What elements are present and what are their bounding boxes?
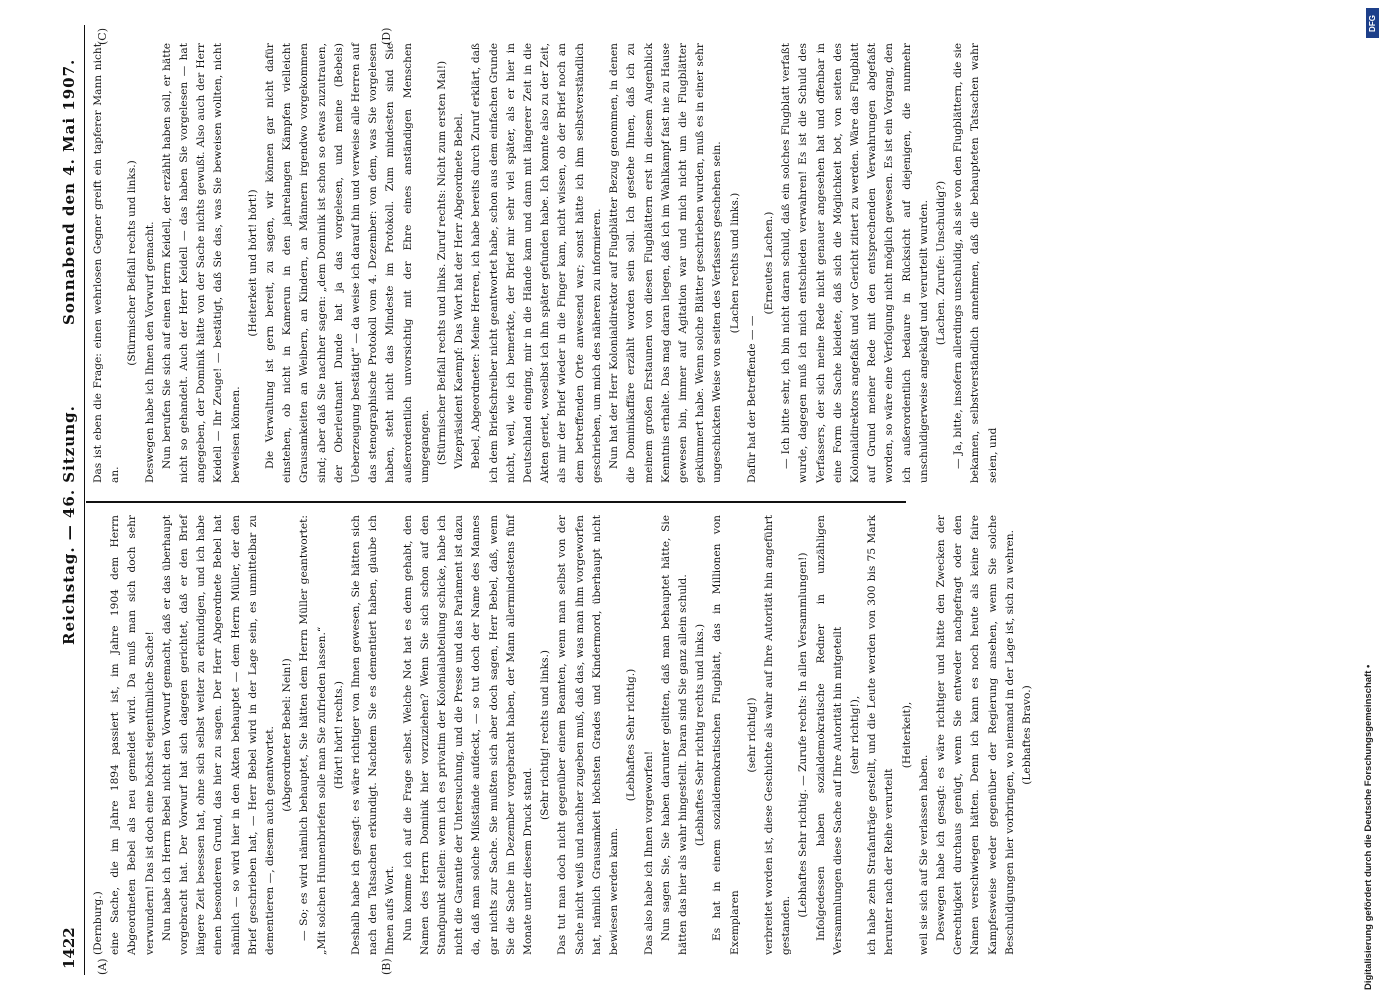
paragraph: Nun habe ich Herrn Bebel nicht den Vorwurf gemacht, daß er das überhaupt vorgebracht hat. Der Vorwurf hat sich dagegen gerichtet, daß er den Brief längere Zeit besessen hat, ohne sich selbst weiter zu erkundigen, und ich habe einen besonderen Grund, das hier zu sagen. Der Herr Abgeordnete Bebel hat nämlich — so wird hier in den Akten behauptet — dem Herrn Müller, der den Brief geschrieben hat, — Herr Bebel wird in der Lage sein, es unmittelbar zu dementieren —, diesem auch geantwortet.	[160, 515, 277, 955]
paragraph: Die Verwaltung ist gern bereit, zu sagen, wir können gar nicht dafür einstehen, ob nicht in Kamerun in den jahrelangen Kämpfen vielleicht Grausamkeiten an Weibern, an Kindern, an Männern irgendwo vorgekommen sind; aber daß Sie nachher sagen: „dem Dominik ist schon so etwas zuzutrauen, der Oberleutnant Dunde hat ja das vorgelesen, und meine (Bebels) Ueberzeugung bestätigt“ — da weise ich darauf hin und verweise alle Herren auf das stenographische Protokoll vom 4. Dezember: von dem, was Sie vorgelesen haben, steht nicht das Mindeste im Protokoll. Zum mindesten sind Sie außerordentlich unvorsichtig mit der Ehre eines anständigen Menschen umgegangen.	[264, 43, 431, 483]
margin-mark-c: (C)	[96, 28, 109, 45]
paragraph: Infolgedessen haben sozialdemokratische Redner in unzähligen Versammlungen diese Sache auf Ihre Autorität hin mitgeteilt	[814, 515, 844, 955]
paragraph: (Lachen rechts und links.)	[728, 192, 741, 334]
paragraph: (Lebhaftes Sehr richtig rechts und links.)	[694, 623, 707, 847]
paragraph: Das ist eben die Frage: einen wehrlosen Gegner greift ein tapferer Mann nicht an.	[92, 43, 122, 483]
paragraph: (Lebhaftes Sehr richtig. — Zurufe rechts: In allen Versammlungen!)	[797, 552, 810, 918]
dfg-logo-text: DFG	[1368, 14, 1378, 32]
paragraph: (Hört! hört! rechts.)	[332, 680, 345, 790]
paragraph: Dafür hat der Betreffende — —	[745, 315, 758, 483]
paragraph: Nun komme ich auf die Frage selbst. Welche Not hat es denn gehabt, den Namen des Herrn Dominik hier vorzuziehen? Wenn Sie sich schon auf den Standpunkt stellen: wenn ich es privatim der Kolonialabteilung schicke, habe ich nicht die Garantie der Untersuchung, und die Presse und das Parlament ist dazu da, daß man solche Mißstände aufdeckt, — so tut doch der Name des Mannes gar nichts zur Sache. Sie mußten sich aber doch sagen, Herr Bebel, daß, wenn Sie die Sache im Dezember vorgebracht haben, der Mann allermindestens fünf Monate unter diesem Druck stand.	[401, 515, 535, 955]
paragraph: (Lebhaftes Bravo.)	[1020, 685, 1033, 785]
margin-mark-b: (B)	[380, 958, 393, 975]
paragraph: Das tut man doch nicht gegenüber einem Beamten, wenn man selbst von der Sache nicht weiß und nachher zugeben muß, daß das, was man ihm vorgeworfen hat, nämlich Grausamkeit höchsten Grades und Kindermord, überhaupt nicht bewiesen werden kann.	[556, 515, 621, 955]
paragraph: (Stürmischer Beifall rechts und links. Zuruf rechts: Nicht zum ersten Mal!)	[436, 60, 449, 466]
paragraph: (Sehr richtig! rechts und links.)	[539, 649, 552, 821]
paragraph: verbreitet worden ist, diese Geschichte als wahr auf Ihre Autorität hin angeführt gestanden.	[762, 515, 793, 955]
paragraph: Das also habe ich Ihnen vorgeworfen!	[642, 750, 655, 955]
paragraph: — Ich bitte sehr, ich bin nicht daran schuld, daß ein solches Flugblatt verfaßt wurde, dagegen muß ich mich entschieden verwahren! Es ist die Schuld des Verfassers, der sich meine Rede nicht genauer angesehen hat und offenbar in eine Form die Sache kleidete, daß sich die Möglichkeit bot, von seiten des Kolonialdirektors angefaßt und vor Gericht zitiert zu werden. Wäre das Flugblatt auf Grund meiner Rede mit den entsprechenden Verwahrungen abgefaßt worden, so wäre eine Verfolgung nicht möglich gewesen. Es ist ein Vorgang, den ich außerordentlich bedaure in Rücksicht auf diejenigen, die nunmehr unschuldigerweise angeklagt und verurteilt wurden.	[780, 43, 930, 483]
page-number: 1422	[60, 927, 78, 969]
paragraph: Deshalb habe ich gesagt: es wäre richtiger von Ihnen gewesen, Sie hätten sich nach den Tatsachen erkundigt. Nachdem Sie es dementiert haben, glaube ich Ihnen aufs Wort.	[350, 515, 397, 955]
paragraph: (Abgeordneter Bebel: Nein!)	[281, 658, 294, 812]
paragraph: Nun hat der Herr Kolonialdirektor auf Flugblätter Bezug genommen, in denen die Dominikaffäre erzählt worden sein soll. Ich gestehe Ihnen, daß ich zu meinem großen Erstaunen von diesen Flugblättern erst in diesem Augenblick Kenntnis erhalte. Das mag daran liegen, daß ich im Wahlkampf fast nie zu Hause gewesen bin, immer auf Agitation war und mich nicht um die Flugblätter gekümmert habe. Wenn solche Blätter geschrieben wurden, muß es in einer sehr ungeschickten Weise von seiten des Verfassers geschehen sein.	[608, 43, 724, 483]
paragraph: — So; es wird nämlich behauptet, Sie hätten dem Herrn Müller geantwortet: „Mit solchen Hunnenbriefen solle man Sie zufrieden lassen.“	[298, 515, 328, 955]
left-column	[90, 515, 1036, 955]
paragraph: (sehr richtig!)	[745, 697, 758, 773]
paragraph: (Lachen. Zurufe: Unschuldig?)	[934, 180, 947, 346]
digitization-credit: Digitalisierung gefördert durch die Deutsche Forschungsgemeinschaft •	[1363, 664, 1374, 990]
paragraph: weil sie sich auf Sie verlassen haben.	[917, 754, 930, 955]
session-date: Sonnabend den 4. Mai 1907.	[60, 58, 78, 325]
paragraph: Deswegen habe ich Ihnen den Vorwurf gemacht.	[143, 221, 156, 483]
paragraph: (sehr richtig!),	[848, 695, 861, 775]
paragraph: (Heiterkeit und hört! hört!)	[246, 189, 259, 337]
paragraph: Deswegen habe ich gesagt: es wäre richtiger und hätte den Zwecken der Gerechtigkeit durchaus genügt, wenn Sie entweder nachgefragt oder den Namen verschwiegen hätten. Denn ich kann es noch heute als keine faire Kampfesweise weder gegenüber der Regierung ansehen, wenn Sie solche Beschuldigungen hier vorbringen, wo niemand in der Lage ist, sich zu wehren.	[934, 515, 1016, 955]
paragraph: (Lebhaftes Sehr richtig.)	[625, 668, 638, 802]
paragraph: Nun berufen Sie sich auf einen Herrn Keidell, der erzählt haben soll, er hätte nicht so gehandelt. Auch der Herr Keidell — das haben Sie vorgelesen — hat angegeben, der Dominik hätte von der Sache nichts gewußt. Also auch der Herr Keidell — Ihr Zeuge! — bestätigt, daß Sie das, was Sie beweisen wollten, nicht beweisen können.	[160, 43, 242, 483]
document-page	[50, 25, 1310, 975]
paragraph: (Dernburg.)	[92, 891, 104, 955]
dfg-logo	[1366, 8, 1379, 38]
paragraph: eine Sache, die im Jahre 1894 passiert ist, im Jahre 1904 dem Herrn Abgeordneten Bebel als neu gemeldet wird. Da muß man sich doch sehr verwundern! Das ist doch eine höchst eigentümliche Sache!	[109, 515, 156, 955]
paragraph: Vizepräsident Kaempf: Das Wort hat der Herr Abgeordnete Bebel.	[453, 112, 466, 469]
right-column	[90, 43, 1002, 483]
paragraph: (Erneutes Lachen.)	[762, 211, 775, 315]
paragraph: (Heiterkeit),	[900, 701, 913, 769]
paragraph: Nun sagen Sie, Sie haben darunter gelitten, daß man behauptet hätte, Sie hätten das hier als wahr hingestellt. Daran sind Sie ganz allein schuld.	[659, 515, 689, 955]
paragraph: (Stürmischer Beifall rechts und links.)	[126, 160, 139, 366]
margin-mark-a: (A)	[96, 958, 109, 975]
paragraph: — Ja, bitte, insofern allerdings unschuldig, als sie von den Flugblättern, die sie bekamen, selbstverständlich annehmen, daß die behaupteten Tatsachen wahr seien, und	[952, 43, 999, 483]
paragraph: ich habe zehn Strafanträge gestellt, und die Leute werden von 300 bis 75 Mark herunter nach der Reihe verurteilt	[866, 515, 896, 955]
paragraph: Es hat in einem sozialdemokratischen Flugblatt, das in Millionen von Exemplaren	[711, 515, 741, 955]
column-divider	[86, 502, 906, 504]
margin-mark-d: (D)	[380, 27, 393, 45]
session-title: Reichstag. — 46. Sitzung.	[60, 405, 78, 645]
page-header	[56, 25, 85, 975]
paragraph: Bebel, Abgeordneter: Meine Herren, ich habe bereits durch Zuruf erklärt, daß ich dem Briefschreiber nicht geantwortet habe, schon aus dem einfachen Grunde nicht, weil, wie ich bemerkte, der Brief mir sehr viel später, als er hier in Deutschland einging, mir in die Hände kam und dann mit längerer Zeit in die Akten geriet, woselbst ich ihn später gefunden habe. Ich konnte also zu der Zeit, als mir der Brief wieder in die Finger kam, nicht wissen, ob der Brief noch an dem betreffenden Orte anwesend war; sonst hätte ich ihm selbstverständlich geschrieben, um mich des näheren zu informieren.	[470, 43, 603, 483]
